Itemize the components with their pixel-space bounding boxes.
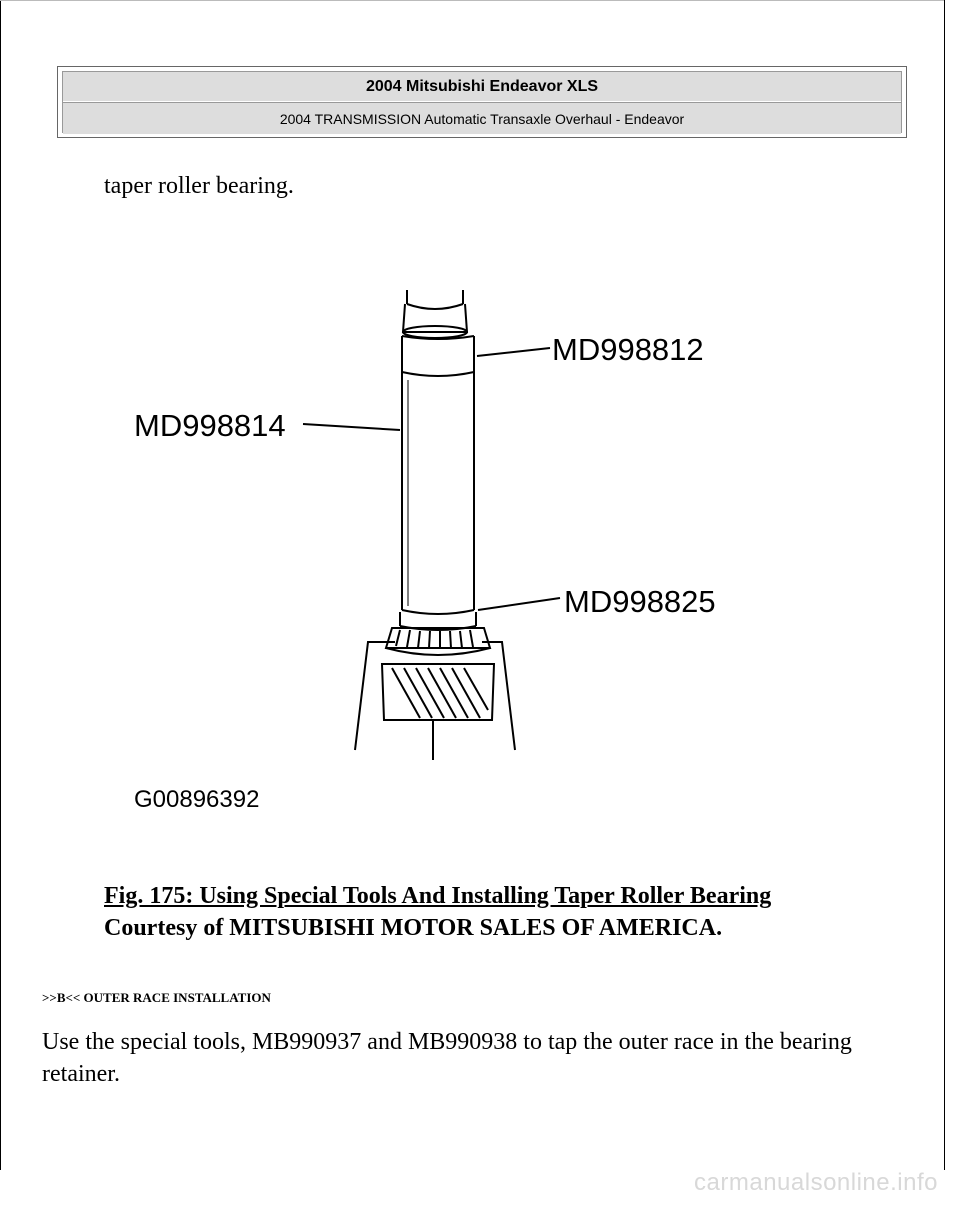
figure-caption	[104, 880, 771, 944]
label-md998814: MD998814	[134, 408, 286, 443]
page-border-right	[944, 0, 945, 1170]
section-body: Use the special tools, MB990937 and MB990938 to tap the outer race in the bearing retainer.	[42, 1029, 852, 1087]
section-heading: >>B<< OUTER RACE INSTALLATION	[42, 990, 271, 1005]
tool-diagram	[120, 270, 760, 830]
header-subtitle-row	[63, 102, 901, 134]
figure-courtesy: Courtesy of MITSUBISHI MOTOR SALES OF AMERICA.	[104, 915, 723, 941]
document-header	[57, 66, 907, 138]
page-border-top	[0, 0, 945, 1]
label-md998825: MD998825	[564, 584, 716, 619]
watermark: carmanualsonline.info	[694, 1169, 938, 1196]
intro-text: taper roller bearing.	[104, 173, 294, 199]
header-title-row	[63, 72, 901, 102]
tool-illustration	[120, 270, 760, 830]
figure-title-link[interactable]: Fig. 175: Using Special Tools And Installing Taper Roller Bearing	[104, 883, 772, 909]
header-inner	[62, 71, 902, 133]
section-subtitle: 2004 TRANSMISSION Automatic Transaxle Overhaul - Endeavor	[279, 110, 685, 127]
label-md998812: MD998812	[552, 332, 704, 367]
figure-code: G00896392	[134, 786, 260, 813]
page-border-left	[0, 0, 1, 1170]
vehicle-title: 2004 Mitsubishi Endeavor XLS	[365, 77, 599, 95]
